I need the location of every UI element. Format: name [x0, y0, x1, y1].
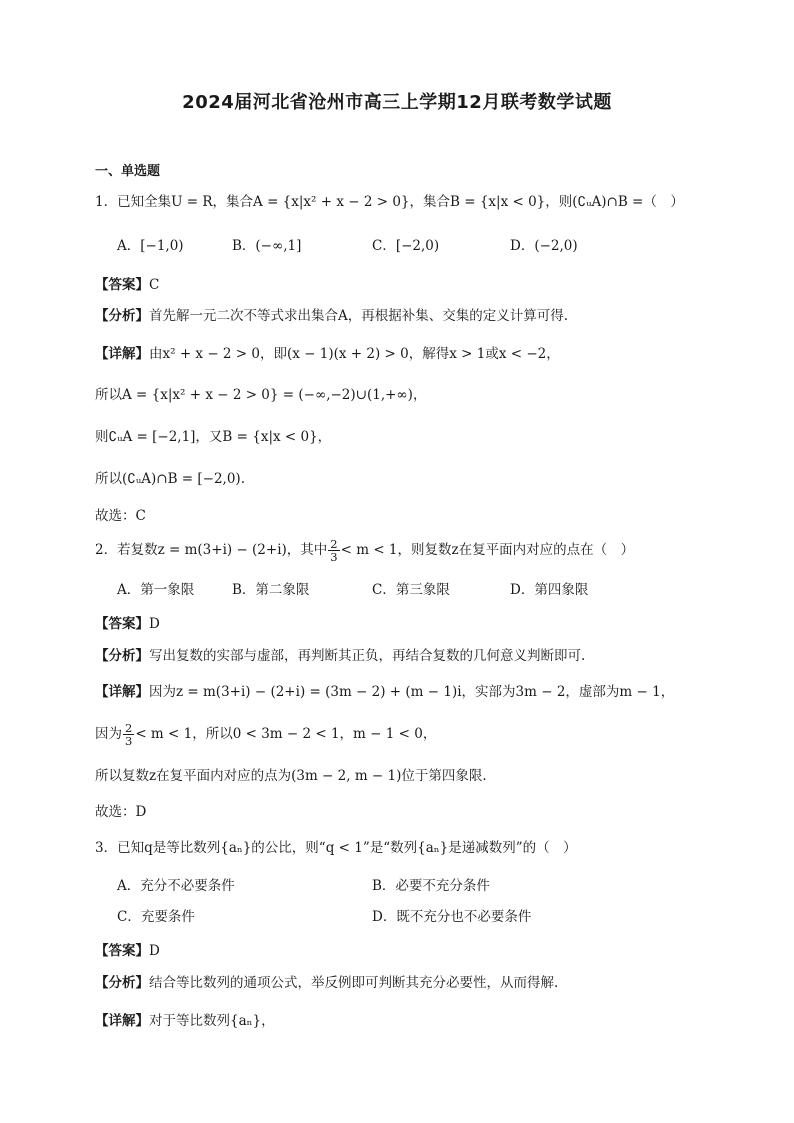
q2-stem-part-b: < m < 1，则复数z在复平面内对应的点在（ ） — [340, 542, 635, 558]
q1-analysis: 首先解一元二次不等式求出集合A，再根据补集、交集的定义计算可得. — [149, 308, 569, 324]
detail-tag: 【详解】 — [95, 684, 149, 700]
q3-stem: 3．已知q是等比数列{aₙ}的公比，则“q < 1”是“数列{aₙ}是递减数列”的（ ） — [95, 840, 577, 856]
q3-analysis-line — [95, 973, 558, 993]
q2-answer: D — [149, 616, 160, 632]
fraction-denominator: 3 — [330, 550, 338, 564]
q1-answer: C — [149, 277, 160, 293]
q1-detail-line-4: 所以(∁ᵤA)∩B = [−2,0). — [95, 471, 245, 487]
answer-tag: 【答案】 — [95, 277, 149, 293]
q1-option-d: D．(−2,0) — [510, 238, 578, 254]
q2-conclusion: 故选：D — [95, 804, 147, 820]
q2-stem-part-a: 2．若复数z = m(3+i) − (2+i)，其中 — [95, 542, 328, 558]
q2-detail-2b: < m < 1，所以0 < 3m − 2 < 1，m − 1 < 0， — [135, 726, 437, 742]
detail-tag: 【详解】 — [95, 346, 149, 362]
q2-option-c: C．第三象限 — [372, 582, 450, 598]
q2-analysis-line — [95, 646, 585, 666]
q2-detail-line-1 — [95, 682, 674, 702]
q3-option-d: D．既不充分也不必要条件 — [372, 909, 532, 925]
q3-detail-line-1 — [95, 1011, 275, 1031]
q2-detail-fraction — [123, 722, 134, 747]
analysis-tag: 【分析】 — [95, 648, 149, 664]
analysis-tag: 【分析】 — [95, 308, 149, 324]
q2-detail-1: 因为z = m(3+i) − (2+i) = (3m − 2) + (m − 1)i，实部为3m − 2，虚部为m − 1， — [149, 684, 675, 700]
q3-option-c: C．充要条件 — [117, 909, 195, 925]
q1-option-c: C．[−2,0) — [372, 238, 440, 254]
q1-detail-line-1 — [95, 344, 560, 364]
fraction-numerator: 2 — [125, 721, 133, 735]
q2-option-a: A．第一象限 — [117, 582, 195, 598]
q1-detail-line-3: 则∁ᵤA = [−2,1]，又B = {x|x < 0}， — [95, 429, 332, 445]
q3-answer: D — [149, 943, 160, 959]
detail-tag: 【详解】 — [95, 1013, 149, 1029]
q2-option-d: D．第四象限 — [510, 582, 589, 598]
document-title: 2024届河北省沧州市高三上学期12月联考数学试题 — [182, 92, 612, 113]
q2-detail-line-3: 所以复数z在复平面内对应的点为(3m − 2, m − 1)位于第四象限. — [95, 768, 487, 784]
q3-analysis: 结合等比数列的通项公式，举反例即可判断其充分必要性，从而得解. — [149, 975, 559, 991]
q2-detail-2a: 因为 — [95, 726, 122, 742]
q3-detail: 对于等比数列{aₙ}， — [149, 1013, 275, 1029]
q1-conclusion: 故选：C — [95, 508, 146, 524]
q1-option-a: A．[−1,0) — [117, 238, 184, 254]
answer-tag: 【答案】 — [95, 943, 149, 959]
q1-answer-line — [95, 275, 159, 295]
q2-stem — [95, 538, 634, 563]
q1-option-b: B．(−∞,1] — [232, 238, 302, 254]
q1-stem: 1．已知全集U = R，集合A = {x|x² + x − 2 > 0}，集合B = {x|x < 0}，则(∁ᵤA)∩B =（ ） — [95, 194, 684, 210]
q1-detail-1: 由x² + x − 2 > 0，即(x − 1)(x + 2) > 0，解得x > 1或x < −2， — [149, 346, 560, 362]
q1-analysis-line — [95, 306, 568, 326]
q2-analysis: 写出复数的实部与虚部，再判断其正负，再结合复数的几何意义判断即可. — [149, 648, 586, 664]
q1-detail-line-2: 所以A = {x|x² + x − 2 > 0} = (−∞,−2)∪(1,+∞)， — [95, 387, 427, 403]
answer-tag: 【答案】 — [95, 616, 149, 632]
fraction-denominator: 3 — [125, 734, 133, 748]
fraction-numerator: 2 — [330, 537, 338, 551]
q2-detail-line-2 — [95, 722, 436, 747]
q2-fraction — [328, 538, 339, 563]
q2-option-b: B．第二象限 — [232, 582, 310, 598]
q3-option-a: A．充分不必要条件 — [117, 878, 235, 894]
analysis-tag: 【分析】 — [95, 975, 149, 991]
section-heading: 一、单选题 — [95, 164, 161, 179]
q3-option-b: B．必要不充分条件 — [372, 878, 490, 894]
q2-answer-line — [95, 614, 160, 634]
q3-answer-line — [95, 941, 160, 961]
